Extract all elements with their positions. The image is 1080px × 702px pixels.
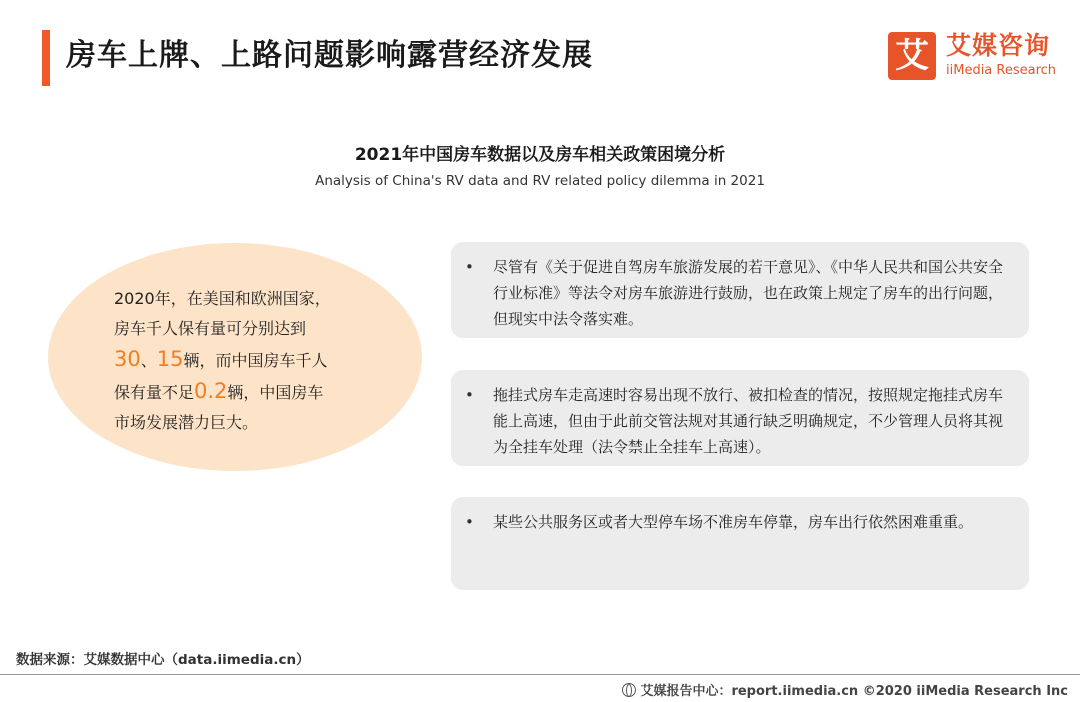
footer-text: 艾媒报告中心：report.iimedia.cn ©2020 iiMedia Research Inc <box>640 684 1068 699</box>
policy-card-text: 拖挂式房车走高速时容易出现不放行、被扣检查的情况，按照规定拖挂式房车能上高速，但由于此前交管法规对其通行缺乏明确规定，不少管理人员将其视为全挂车处理（法令禁止全挂车上高速）。 <box>493 386 1004 456</box>
chart-title-cn: 2021年中国房车数据以及房车相关政策困境分析 <box>354 145 726 165</box>
highlight-line: 2020年，在美国和欧洲国家， <box>114 289 331 308</box>
logo-mark: 艾 <box>888 32 936 80</box>
bullet-marker: • <box>465 386 474 404</box>
us-ownership-value: 30 <box>114 347 141 371</box>
highlight-fragment: 保有量不足 <box>114 383 195 402</box>
policy-card <box>451 497 1029 590</box>
highlight-fragment: 辆，中国房车 <box>227 383 324 402</box>
policy-card <box>451 370 1029 466</box>
bullet-marker: • <box>465 258 474 276</box>
eu-ownership-value: 15 <box>156 347 184 371</box>
policy-card-text: 某些公共服务区或者大型停车场不准房车停靠，房车出行依然困难重重。 <box>493 513 974 531</box>
highlight-line: 房车千人保有量可分别达到 <box>114 319 307 338</box>
globe-icon <box>622 683 636 697</box>
data-source: 数据来源：艾媒数据中心（data.iimedia.cn） <box>16 652 310 668</box>
footer-divider <box>0 674 1080 675</box>
bullet-marker: • <box>465 513 474 531</box>
title-accent-bar <box>42 30 50 86</box>
china-ownership-value: 0.2 <box>194 379 228 403</box>
policy-card <box>451 242 1029 338</box>
footer <box>622 680 1068 699</box>
highlight-line <box>114 344 374 376</box>
logo-name-cn: 艾媒咨询 <box>946 31 1051 60</box>
highlight-line <box>114 376 374 408</box>
brand-logo <box>888 30 1068 82</box>
separator: 、 <box>140 351 157 370</box>
highlight-fragment: 辆，而中国房车千人 <box>183 351 328 370</box>
policy-card-text: 尽管有《关于促进自驾房车旅游发展的若干意见》、《中华人民共和国公共安全行业标准》等法令对房车旅游进行鼓励，也在政策上规定了房车的出行问题，但现实中法令落实难。 <box>493 258 1004 328</box>
chart-title-en: Analysis of China's RV data and RV related policy dilemma in 2021 <box>315 173 765 189</box>
page-title: 房车上牌、上路问题影响露营经济发展 <box>66 38 593 73</box>
highlight-text <box>114 284 374 438</box>
highlight-line: 市场发展潜力巨大。 <box>114 413 259 432</box>
logo-name-en: iiMedia Research <box>946 63 1057 78</box>
